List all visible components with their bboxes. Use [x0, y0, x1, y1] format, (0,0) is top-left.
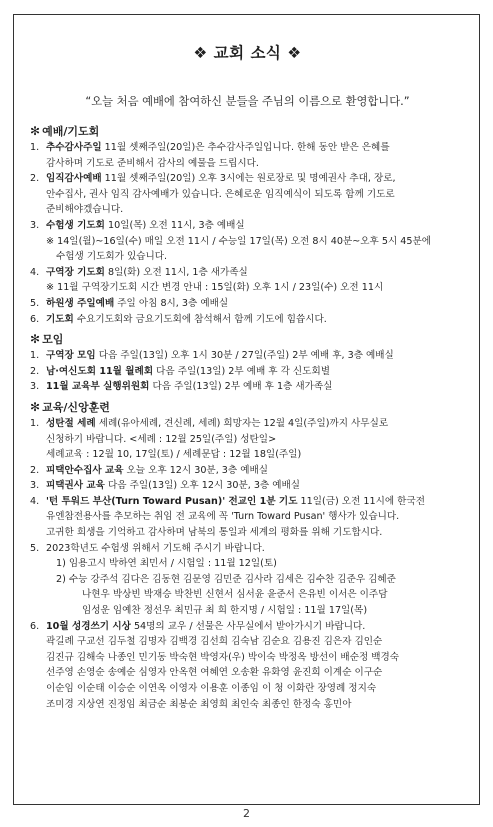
news-item-continuation	[30, 587, 470, 603]
item-text: 1) 임용고시 박하연 최민서 / 시험일 : 11월 12일(토)	[56, 558, 277, 570]
news-item-continuation	[30, 556, 470, 572]
page-number: 2	[243, 807, 250, 820]
news-item-continuation	[30, 156, 470, 172]
item-text: 고귀한 희생을 기억하고 감사하며 남북의 통일과 세계의 평화를 위해 기도합시다.	[46, 527, 383, 539]
item-text: ※ 14일(월)~16일(수) 매일 오전 11시 / 수능일 17일(목) 오전 8시 40분~오후 5시 45분에	[46, 235, 432, 247]
item-text: 나현우 박상빈 박재승 박찬빈 신현서 심서윤 윤준서 은유빈 이서은 이주담	[82, 589, 388, 601]
item-text: 수험생 기도회가 있습니다.	[56, 251, 168, 263]
asterisk-icon: ✻	[30, 332, 41, 347]
item-text: 8일(화) 오전 11시, 1층 새가족실	[104, 266, 248, 278]
item-text: 11월 셋째주일(20일)은 추수감사주일입니다. 한해 동안 받은 은혜를	[101, 142, 390, 153]
news-item	[30, 265, 470, 281]
item-label: 구역장 기도회	[46, 266, 105, 278]
item-text: 김진규 김해숙 나종인 민기동 박숙현 박영자(우) 박이숙 박정옥 방선이 배순정 백경숙	[46, 651, 400, 663]
news-item-continuation	[30, 432, 470, 448]
item-text: 신청하기 바랍니다. <세례 : 12월 25일(주일) 성탄일>	[46, 433, 277, 445]
news-item	[30, 140, 470, 156]
item-text: 선주영 손영순 송예순 심영자 안옥현 여혜연 오송환 유화영 윤진희 이계순 이구순	[46, 667, 383, 679]
news-item	[30, 364, 470, 380]
item-text: ※ 11월 구역장기도회 시간 변경 안내 : 15일(화) 오후 1시 / 23일(수) 오전 11시	[46, 282, 384, 294]
item-number: 3.	[30, 381, 40, 393]
item-label: 기도회	[46, 313, 74, 325]
news-item	[30, 478, 470, 494]
section-heading	[30, 123, 470, 140]
item-text: 2) 수능 강주석 김다은 김동현 김문영 김민준 김사라 김세은 김수찬 김준우 김혜준	[56, 573, 396, 585]
item-number: 4.	[30, 495, 40, 507]
news-item-continuation	[30, 697, 470, 713]
item-text: 곽길례 구교선 김두철 김명자 김백경 김선희 김숙남 김순요 김용진 김은자 김인순	[46, 636, 383, 648]
news-item	[30, 312, 470, 328]
item-number: 3.	[30, 219, 40, 231]
item-label: 11월 교육부 실행위원회	[46, 381, 150, 393]
item-label: 임직감사예배	[46, 173, 102, 185]
news-item-continuation	[30, 572, 470, 588]
news-item	[30, 541, 470, 557]
item-number: 5.	[30, 542, 40, 554]
item-text: 수요기도회와 금요기도회에 참석해서 함께 기도에 힘씁시다.	[73, 313, 327, 325]
news-item-continuation	[30, 634, 470, 650]
news-item-continuation	[30, 665, 470, 681]
section-heading-text: 모임	[42, 333, 64, 347]
section-heading	[30, 399, 470, 416]
item-label: 성탄절 세례	[46, 417, 96, 429]
item-text: 유엔참전용사를 추모하는 취임 전 교육에 꼭 'Turn Toward Pusan' 행사가 있습니다.	[46, 511, 400, 523]
page-title: ❖ 교회 소식 ❖	[193, 44, 302, 62]
item-text: 11월 셋째주일(20일) 오후 3시에는 원로장로 및 명예권사 추대, 장로,	[101, 173, 396, 185]
item-label: 구역장 모임	[46, 350, 96, 362]
asterisk-icon: ✻	[30, 399, 41, 414]
item-label: 추수감사주일	[46, 142, 102, 153]
news-item	[30, 296, 470, 312]
news-item-continuation	[30, 280, 470, 296]
item-text: 이순임 이순태 이승순 이연옥 이영자 이용훈 이종임 이 청 이화란 장영례 정지숙	[46, 683, 377, 694]
item-text: 2023학년도 수험생 위해서 기도해 주시기 바랍니다.	[46, 542, 265, 554]
item-text: 안수집사, 권사 임직 감사예배가 있습니다. 은혜로운 임직예식이 되도록 함께 기도로	[46, 188, 395, 200]
asterisk-icon: ✻	[30, 124, 41, 138]
news-item-continuation	[30, 202, 470, 218]
item-text: 주일 아침 8시, 3층 예배실	[114, 297, 229, 309]
item-text: 다음 주일(13일) 오후 1시 30분 / 27일(주일) 2부 예배 후, 3층 예배실	[95, 350, 394, 362]
item-text: 세례교육 : 12월 10, 17일(토) / 세례문답 : 12월 18일(주일)	[46, 449, 302, 461]
item-text: 오늘 오후 12시 30분, 3층 예배실	[123, 464, 269, 476]
section-heading	[30, 331, 470, 348]
news-item-continuation	[30, 249, 470, 265]
item-number: 6.	[30, 313, 40, 325]
news-item	[30, 379, 470, 395]
item-text: 조미경 지상연 진정임 최금순 최봉순 최영희 최인숙 최종인 한정숙 홍민아	[46, 698, 352, 710]
bulletin-frame	[13, 14, 480, 805]
news-item-continuation	[30, 187, 470, 203]
item-label: 하원생 주일예배	[46, 297, 115, 309]
item-number: 4.	[30, 266, 40, 278]
item-text: 10일(목) 오전 11시, 3층 예배실	[104, 219, 245, 231]
news-item	[30, 494, 470, 510]
item-number: 3.	[30, 480, 40, 492]
item-text: 11일(금) 오전 11시에 한국전	[297, 495, 425, 507]
item-number: 2.	[30, 173, 40, 185]
item-text: 준비해야겠습니다.	[46, 204, 124, 216]
section-heading-text: 교육/신앙훈련	[42, 400, 110, 414]
news-item	[30, 171, 470, 187]
item-text: 54명의 교우 / 선물은 사무실에서 받아가시기 바랍니다.	[130, 620, 366, 632]
news-item-continuation	[30, 509, 470, 525]
news-item	[30, 619, 470, 635]
news-item	[30, 348, 470, 364]
news-item-continuation	[30, 603, 470, 619]
news-item-continuation	[30, 681, 470, 697]
news-item-continuation	[30, 447, 470, 463]
news-item-continuation	[30, 234, 470, 250]
welcome-message: “오늘 처음 예배에 참여하신 분들을 주님의 이름으로 환영합니다.”	[85, 95, 410, 108]
item-label: '턴 투워드 부산(Turn Toward Pusan)' 전교인 1분 기도	[46, 495, 298, 507]
item-label: 10월 성경쓰기 시상	[46, 620, 131, 632]
item-number: 2.	[30, 464, 40, 476]
item-number: 2.	[30, 365, 40, 377]
news-item	[30, 218, 470, 234]
item-label: 남·여신도회 11월 월례회	[46, 365, 154, 377]
news-item	[30, 416, 470, 432]
item-number: 1.	[30, 417, 40, 429]
news-item-continuation	[30, 525, 470, 541]
item-number: 6.	[30, 620, 40, 632]
item-text: 다음 주일(13일) 오후 12시 30분, 3층 예배실	[104, 480, 301, 492]
item-label: 피택안수집사 교육	[46, 464, 124, 476]
news-content	[30, 119, 470, 712]
item-number: 5.	[30, 297, 40, 309]
item-number: 1.	[30, 350, 40, 362]
item-text: 감사하며 기도로 준비해서 감사의 예물을 드립시다.	[46, 157, 259, 169]
news-item	[30, 463, 470, 479]
item-text: 다음 주일(13일) 2부 예배 후 각 신도회별	[153, 365, 330, 377]
item-text: 다음 주일(13일) 2부 예배 후 1층 새가족실	[149, 381, 333, 393]
section-heading-text: 예배/기도회	[42, 125, 100, 138]
item-number: 1.	[30, 142, 40, 153]
item-text: 세례(유아세례, 견신례, 세례) 희망자는 12월 4일(주일)까지 사무실로	[95, 417, 389, 429]
item-label: 피택권사 교육	[46, 480, 105, 492]
item-text: 임성운 임예찬 정선우 최민규 최 희 한지명 / 시험일 : 11월 17일(목)	[82, 605, 368, 617]
item-label: 수험생 기도회	[46, 219, 105, 231]
news-item-continuation	[30, 650, 470, 666]
